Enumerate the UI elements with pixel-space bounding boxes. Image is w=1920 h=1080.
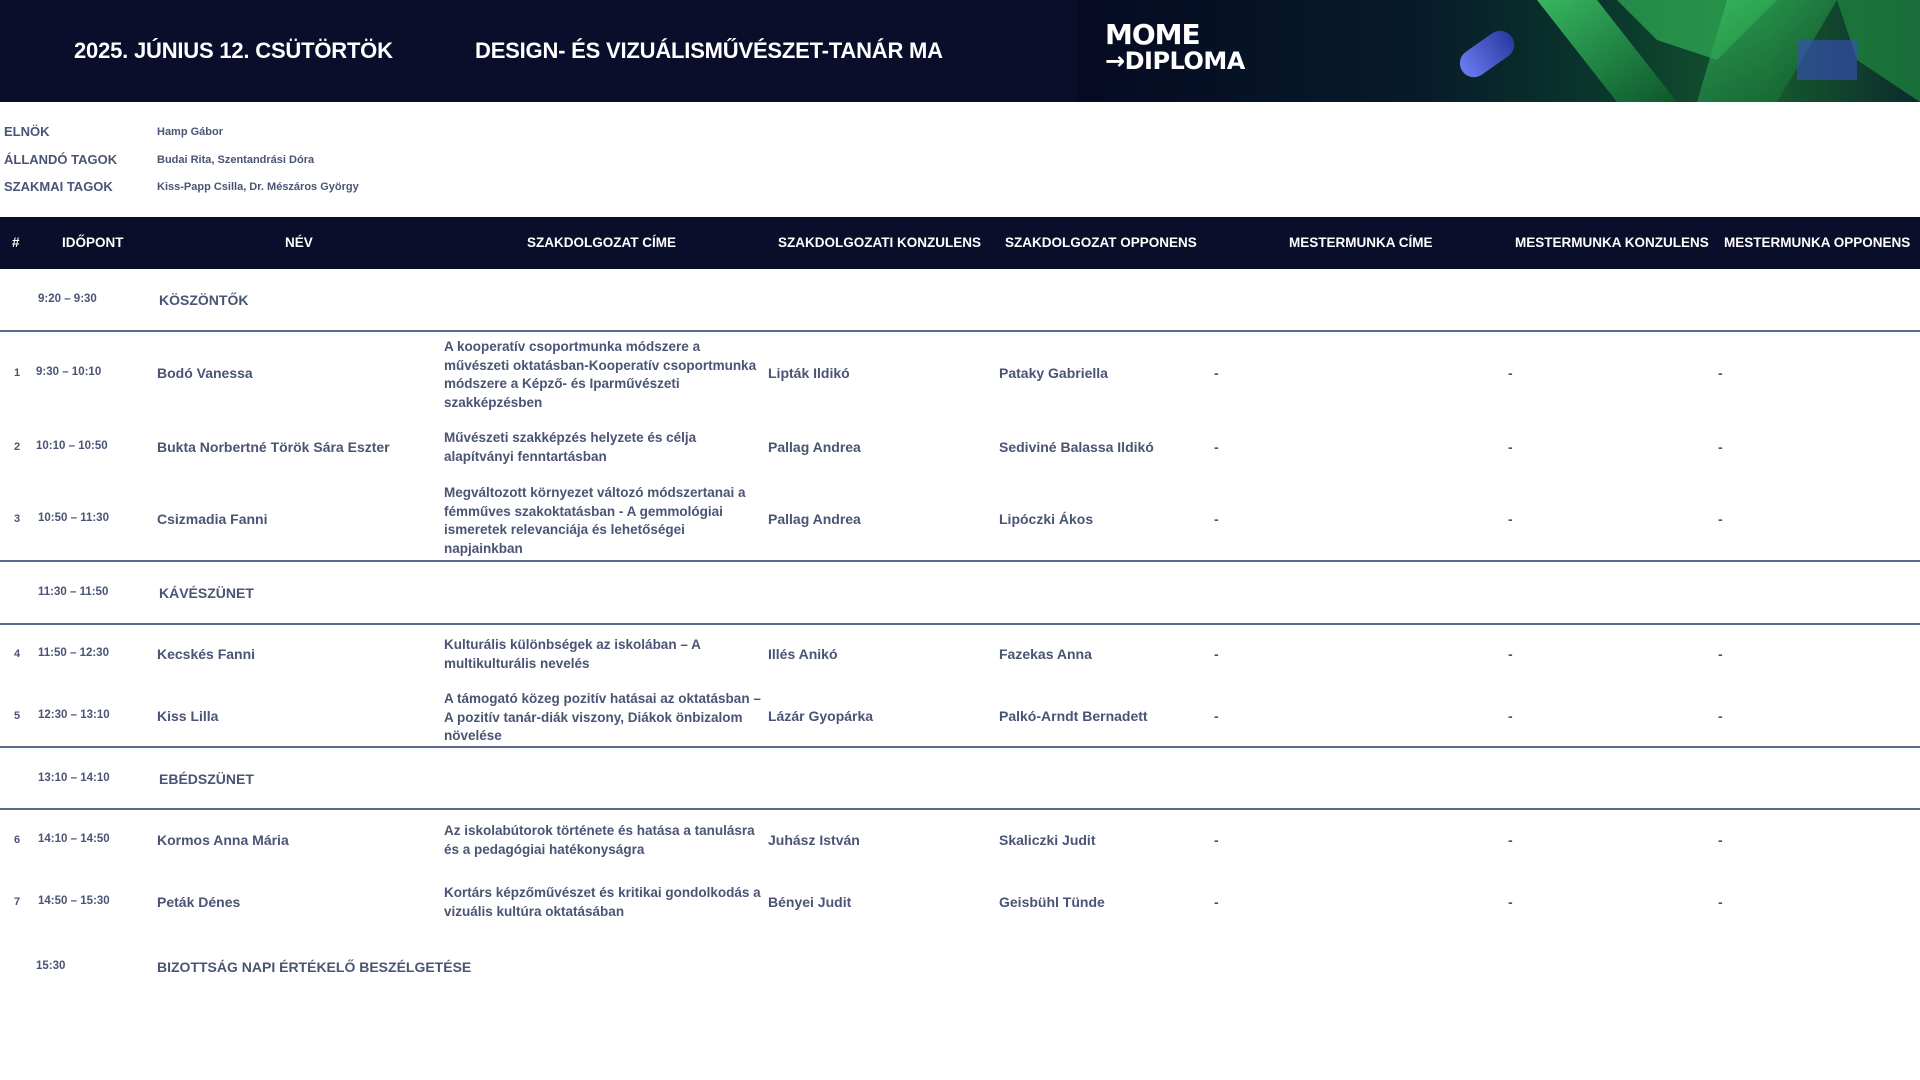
section-label: BIZOTTSÁG NAPI ÉRTÉKELŐ BESZÉLGETÉSE — [157, 959, 472, 975]
row-number: 7 — [14, 896, 21, 908]
col-header-thesis-opponent: SZAKDOLGOZAT OPPONENS — [1005, 235, 1197, 250]
row-separator — [0, 330, 1920, 332]
thesis-title: Kortárs képzőművészet és kritikai gondolkodás a vizuális kultúra oktatásában — [444, 885, 761, 919]
thesis-opponent: Sediviné Balassa Ildikó — [999, 439, 1154, 455]
thesis-opponent: Pataky Gabriella — [999, 365, 1108, 381]
row-time: 10:50 – 11:30 — [38, 512, 109, 524]
master-title: - — [1214, 832, 1219, 848]
master-opponent: - — [1718, 832, 1723, 848]
master-consultant: - — [1508, 894, 1513, 910]
thesis-consultant: Pallag Andrea — [768, 439, 861, 455]
header-banner — [1077, 0, 1920, 102]
committee-label: SZAKMAI TAGOK — [4, 179, 113, 194]
thesis-consultant: Bényei Judit — [768, 894, 852, 910]
section-time: 11:30 – 11:50 — [38, 586, 109, 598]
row-separator — [0, 560, 1920, 562]
master-opponent: - — [1718, 708, 1723, 724]
master-opponent: - — [1718, 439, 1723, 455]
thesis-consultant: Lázár Gyopárka — [768, 708, 874, 724]
section-label: KÖSZÖNTŐK — [159, 292, 249, 308]
thesis-title: Művészeti szakképzés helyzete és célja alapítványi fenntartásban — [444, 430, 697, 464]
master-opponent: - — [1718, 511, 1723, 527]
col-header-master-opponent: MESTERMUNKA OPPONENS — [1724, 235, 1911, 250]
thesis-consultant: Lipták Ildikó — [768, 365, 850, 381]
logo-line-2: →DIPLOMA — [1105, 47, 1245, 75]
master-opponent: - — [1718, 646, 1723, 662]
section-time: 9:20 – 9:30 — [38, 293, 97, 305]
thesis-opponent: Fazekas Anna — [999, 646, 1092, 662]
row-number: 3 — [14, 513, 21, 525]
committee-value: Kiss-Papp Csilla, Dr. Mészáros György — [157, 181, 359, 193]
committee-value: Hamp Gábor — [157, 126, 224, 138]
master-title: - — [1214, 439, 1219, 455]
row-time: 11:50 – 12:30 — [38, 647, 109, 659]
row-time: 12:30 – 13:10 — [38, 709, 110, 721]
thesis-title: Az iskolabútorok története és hatása a tanulásra és a pedagógiai hatékonyságra — [444, 823, 755, 857]
row-time: 9:30 – 10:10 — [36, 366, 102, 378]
master-title: - — [1214, 894, 1219, 910]
student-name: Csizmadia Fanni — [157, 511, 268, 527]
row-number: 5 — [14, 710, 21, 722]
col-header-master-title: MESTERMUNKA CÍME — [1289, 235, 1433, 250]
committee-value: Budai Rita, Szentandrási Dóra — [157, 154, 315, 166]
row-number: 6 — [14, 834, 21, 846]
student-name: Peták Dénes — [157, 894, 241, 910]
row-separator — [0, 623, 1920, 625]
student-name: Kormos Anna Mária — [157, 832, 289, 848]
col-header-name: NÉV — [285, 235, 313, 250]
student-name: Kecskés Fanni — [157, 646, 256, 662]
thesis-consultant: Illés Anikó — [768, 646, 838, 662]
section-time: 15:30 — [36, 960, 66, 972]
master-title: - — [1214, 365, 1219, 381]
schedule-table-header — [0, 217, 1920, 269]
master-title: - — [1214, 708, 1219, 724]
row-separator — [0, 808, 1920, 810]
row-number: 4 — [14, 648, 21, 660]
row-time: 10:10 – 10:50 — [36, 440, 108, 452]
col-header-thesis-consultant: SZAKDOLGOZATI KONZULENS — [778, 235, 981, 250]
mome-diploma-logo — [1105, 18, 1245, 75]
event-date: 2025. JÚNIUS 12. CSÜTÖRTÖK — [74, 38, 393, 63]
thesis-consultant: Pallag Andrea — [768, 511, 861, 527]
row-number: 2 — [14, 441, 21, 453]
committee-label: ÁLLANDÓ TAGOK — [4, 152, 118, 167]
student-name: Bodó Vanessa — [157, 365, 253, 381]
program-title: DESIGN- ÉS VIZUÁLISMŰVÉSZET-TANÁR MA — [475, 38, 943, 63]
master-title: - — [1214, 511, 1219, 527]
master-consultant: - — [1508, 708, 1513, 724]
master-consultant: - — [1508, 646, 1513, 662]
master-consultant: - — [1508, 511, 1513, 527]
thesis-title: A kooperatív csoportmunka módszere a művészeti oktatásban-Kooperatív csoportmunka módszere a Képző- és Iparművészeti szakképzésben — [444, 339, 757, 410]
page-header — [0, 0, 1920, 102]
row-time: 14:50 – 15:30 — [38, 895, 110, 907]
master-title: - — [1214, 646, 1219, 662]
student-name: Kiss Lilla — [157, 708, 219, 724]
thesis-title: Megváltozott környezet változó módszertanai a fémműves szakoktatásban - A gemmológiai ismeretek relevanciája és lehetőségei napjainkban — [444, 485, 746, 556]
student-name: Bukta Norbertné Török Sára Eszter — [157, 439, 390, 455]
logo-line-1: MOME — [1105, 18, 1200, 51]
col-header-master-consultant: MESTERMUNKA KONZULENS — [1515, 235, 1709, 250]
col-header-thesis-title: SZAKDOLGOZAT CÍME — [527, 235, 676, 250]
committee-label: ELNÖK — [4, 124, 50, 139]
thesis-opponent: Palkó-Arndt Bernadett — [999, 708, 1148, 724]
master-consultant: - — [1508, 365, 1513, 381]
col-header-num: # — [12, 235, 20, 250]
thesis-opponent: Geisbühl Tünde — [999, 894, 1105, 910]
section-label: EBÉDSZÜNET — [159, 771, 254, 787]
section-time: 13:10 – 14:10 — [38, 772, 110, 784]
master-opponent: - — [1718, 365, 1723, 381]
master-opponent: - — [1718, 894, 1723, 910]
thesis-title: A támogató közeg pozitív hatásai az oktatásban – A pozitív tanár-diák viszony, Diákok önbizalom növelése — [444, 691, 761, 743]
thesis-consultant: Juhász István — [768, 832, 860, 848]
col-header-time: IDŐPONT — [62, 235, 124, 250]
master-consultant: - — [1508, 832, 1513, 848]
section-label: KÁVÉSZÜNET — [159, 585, 254, 601]
row-separator — [0, 746, 1920, 748]
thesis-opponent: Lipóczki Ákos — [999, 511, 1094, 527]
row-number: 1 — [14, 367, 21, 379]
thesis-opponent: Skaliczki Judit — [999, 832, 1096, 848]
thesis-title: Kulturális különbségek az iskolában – A multikulturális nevelés — [444, 637, 701, 671]
row-time: 14:10 – 14:50 — [38, 833, 110, 845]
master-consultant: - — [1508, 439, 1513, 455]
